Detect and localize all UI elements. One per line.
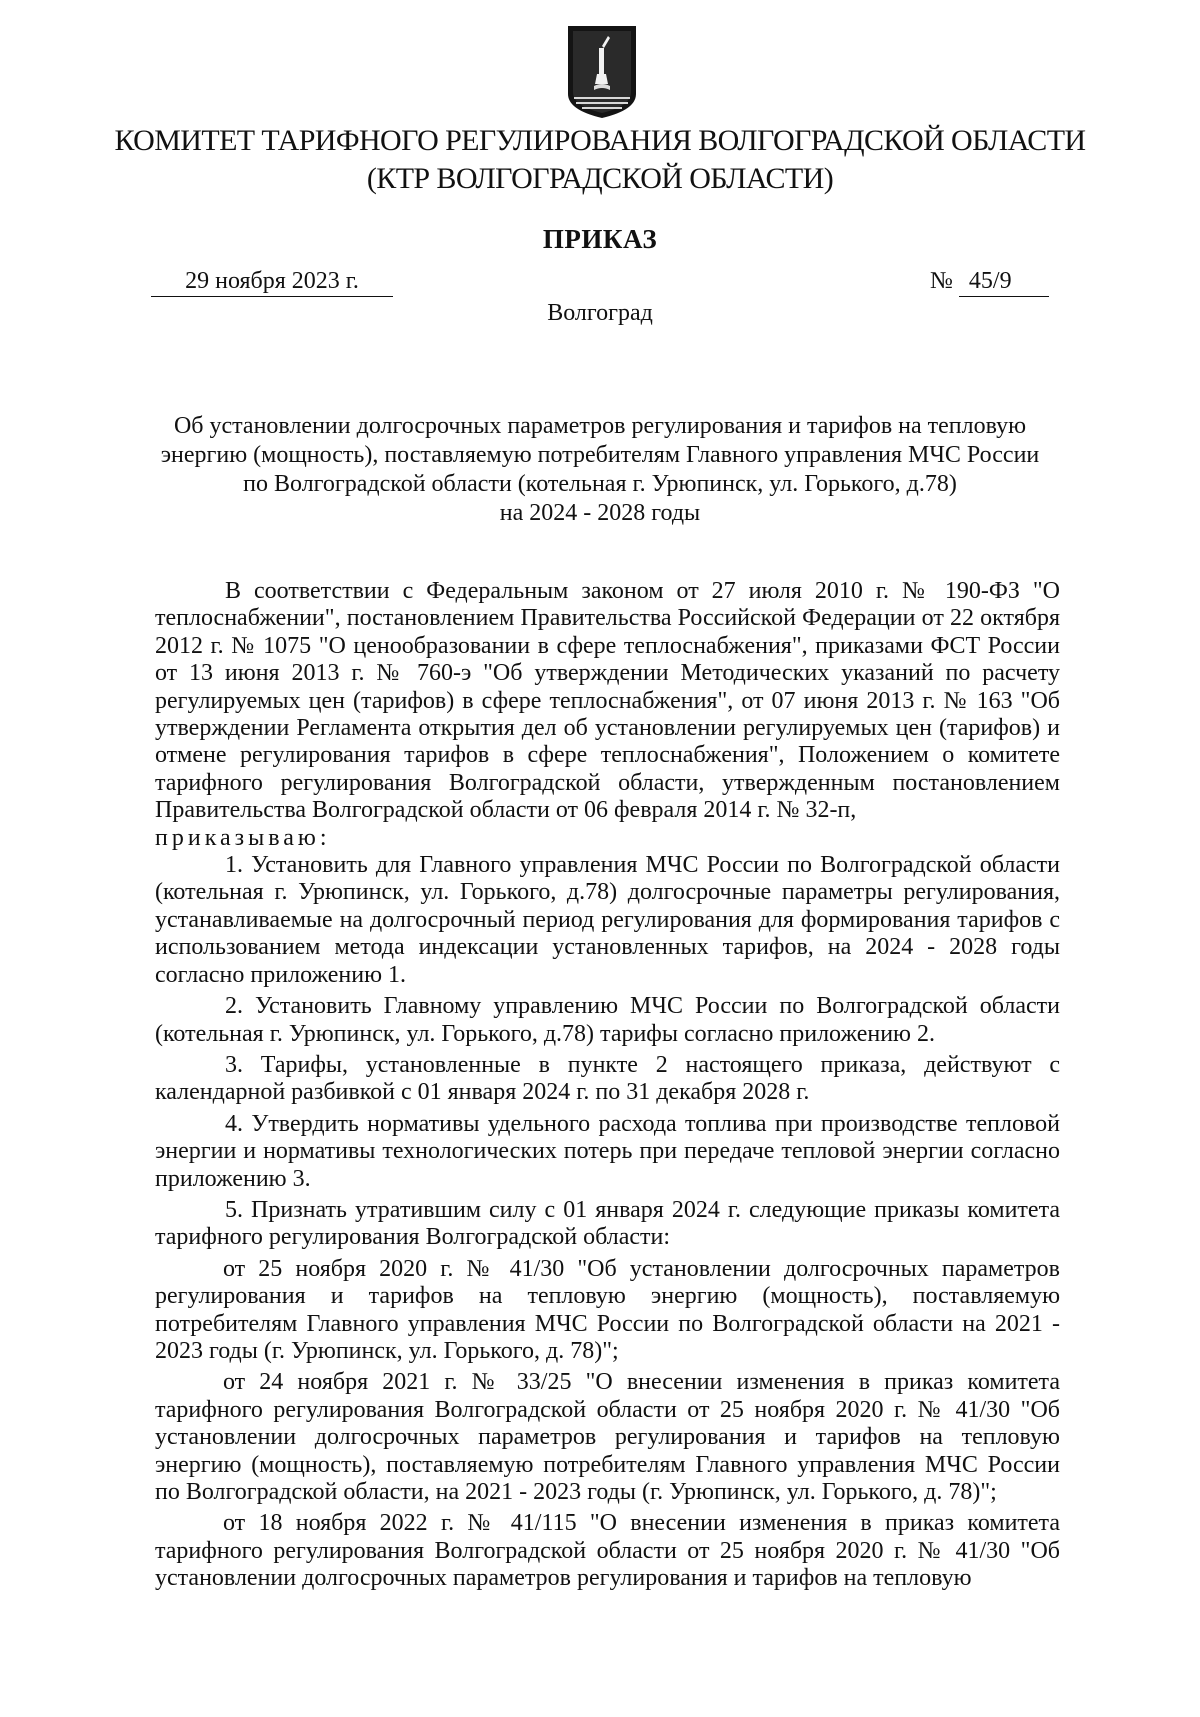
order-item-5: 5. Признать утратившим силу с 01 января 2024 г. следующие приказы комитета тарифного регулирования Волгоградской области: (155, 1196, 1060, 1251)
number-sign: № (930, 268, 953, 294)
document-number-block (930, 266, 1049, 297)
order-item-3: 3. Тарифы, установленные в пункте 2 настоящего приказа, действуют с календарной разбивкой с 01 января 2024 г. по 31 декабря 2028 г. (155, 1051, 1060, 1106)
document-number: 45/9 (959, 266, 1049, 297)
document-body (155, 578, 1060, 1593)
revoked-order-1: от 25 ноября 2020 г. № 41/30 "Об установлении долгосрочных параметров регулирования и тарифов на тепловую энергию (мощность), поставляемую потребителям Главного управления МЧС России по Волгоградской области на 2021 - 2023 годы (г. Урюпинск, ул. Горького, д. 78)"; (155, 1255, 1060, 1364)
document-subject (150, 412, 1050, 528)
organization-name-line1: КОМИТЕТ ТАРИФНОГО РЕГУЛИРОВАНИЯ ВОЛГОГРАДСКОЙ ОБЛАСТИ (114, 124, 1086, 157)
order-item-1: 1. Установить для Главного управления МЧС России по Волгоградской области (котельная г. Урюпинск, ул. Горького, д.78) долгосрочные параметры регулирования, устанавливаемые на долгосрочный период регулирования для формирования тарифов с использованием метода индексации установленных тарифов, на 2024 - 2028 годы согласно приложению 1. (155, 852, 1060, 988)
preamble-paragraph: В соответствии с Федеральным законом от 27 июля 2010 г. № 190-ФЗ "О теплоснабжении", постановлением Правительства Российской Федерации от 22 октября 2012 г. № 1075 "О ценообразовании в сфере теплоснабжения", приказами ФСТ России от 13 июня 2013 г. № 760-э "Об утверждении Методических указаний по расчету регулируемых цен (тарифов) в сфере теплоснабжения", от 07 июня 2013 г. № 163 "Об утверждении Регламента открытия дел об установлении регулируемых цен (тарифов) и отмене регулирования тарифов в сфере теплоснабжения", Положением о комитете тарифного регулирования Волгоградской области, утвержденным постановлением Правительства Волгоградской области от 06 февраля 2014 г. № 32-п, (155, 578, 1060, 824)
orders-word: приказываю: (155, 824, 331, 851)
subject-line: Об установлении долгосрочных параметров регулирования и тарифов на тепловую (173, 413, 1027, 439)
subject-line: энергию (мощность), поставляемую потребителям Главного управления МЧС России (160, 442, 1040, 468)
organization-name-line2: (КТР ВОЛГОГРАДСКОЙ ОБЛАСТИ) (366, 162, 834, 195)
order-item-4: 4. Утвердить нормативы удельного расхода топлива при производстве тепловой энергии и нормативы технологических потерь при передаче тепловой энергии согласно приложению 3. (155, 1110, 1060, 1192)
subject-line: по Волгоградской области (котельная г. Урюпинск, ул. Горького, д.78) (243, 471, 957, 497)
document-type: ПРИКАЗ (542, 224, 658, 254)
revoked-order-3: от 18 ноября 2022 г. № 41/115 "О внесении изменения в приказ комитета тарифного регулирования Волгоградской области от 25 ноября 2020 г. № 41/30 "Об установлении долгосрочных параметров регулирования и тарифов на тепловую (155, 1510, 1060, 1592)
document-city: Волгоград (547, 300, 653, 326)
order-item-2: 2. Установить Главному управлению МЧС России по Волгоградской области (котельная г. Урюпинск, ул. Горького, д.78) тарифы согласно приложению 2. (155, 993, 1060, 1047)
subject-line: на 2024 - 2028 годы (499, 500, 701, 526)
document-date: 29 ноября 2023 г. (151, 266, 393, 297)
coat-of-arms-icon (564, 24, 640, 120)
organization-name (100, 122, 1100, 198)
revoked-order-2: от 24 ноября 2021 г. № 33/25 "О внесении изменения в приказ комитета тарифного регулирования Волгоградской области от 25 ноября 2020 г. № 41/30 "Об установлении долгосрочных параметров регулирования и тарифов на тепловую энергию (мощность), поставляемую потребителям Главного управления МЧС России по Волгоградской области, на 2021 - 2023 годы (г. Урюпинск, ул. Горького, д. 78)"; (155, 1369, 1060, 1505)
